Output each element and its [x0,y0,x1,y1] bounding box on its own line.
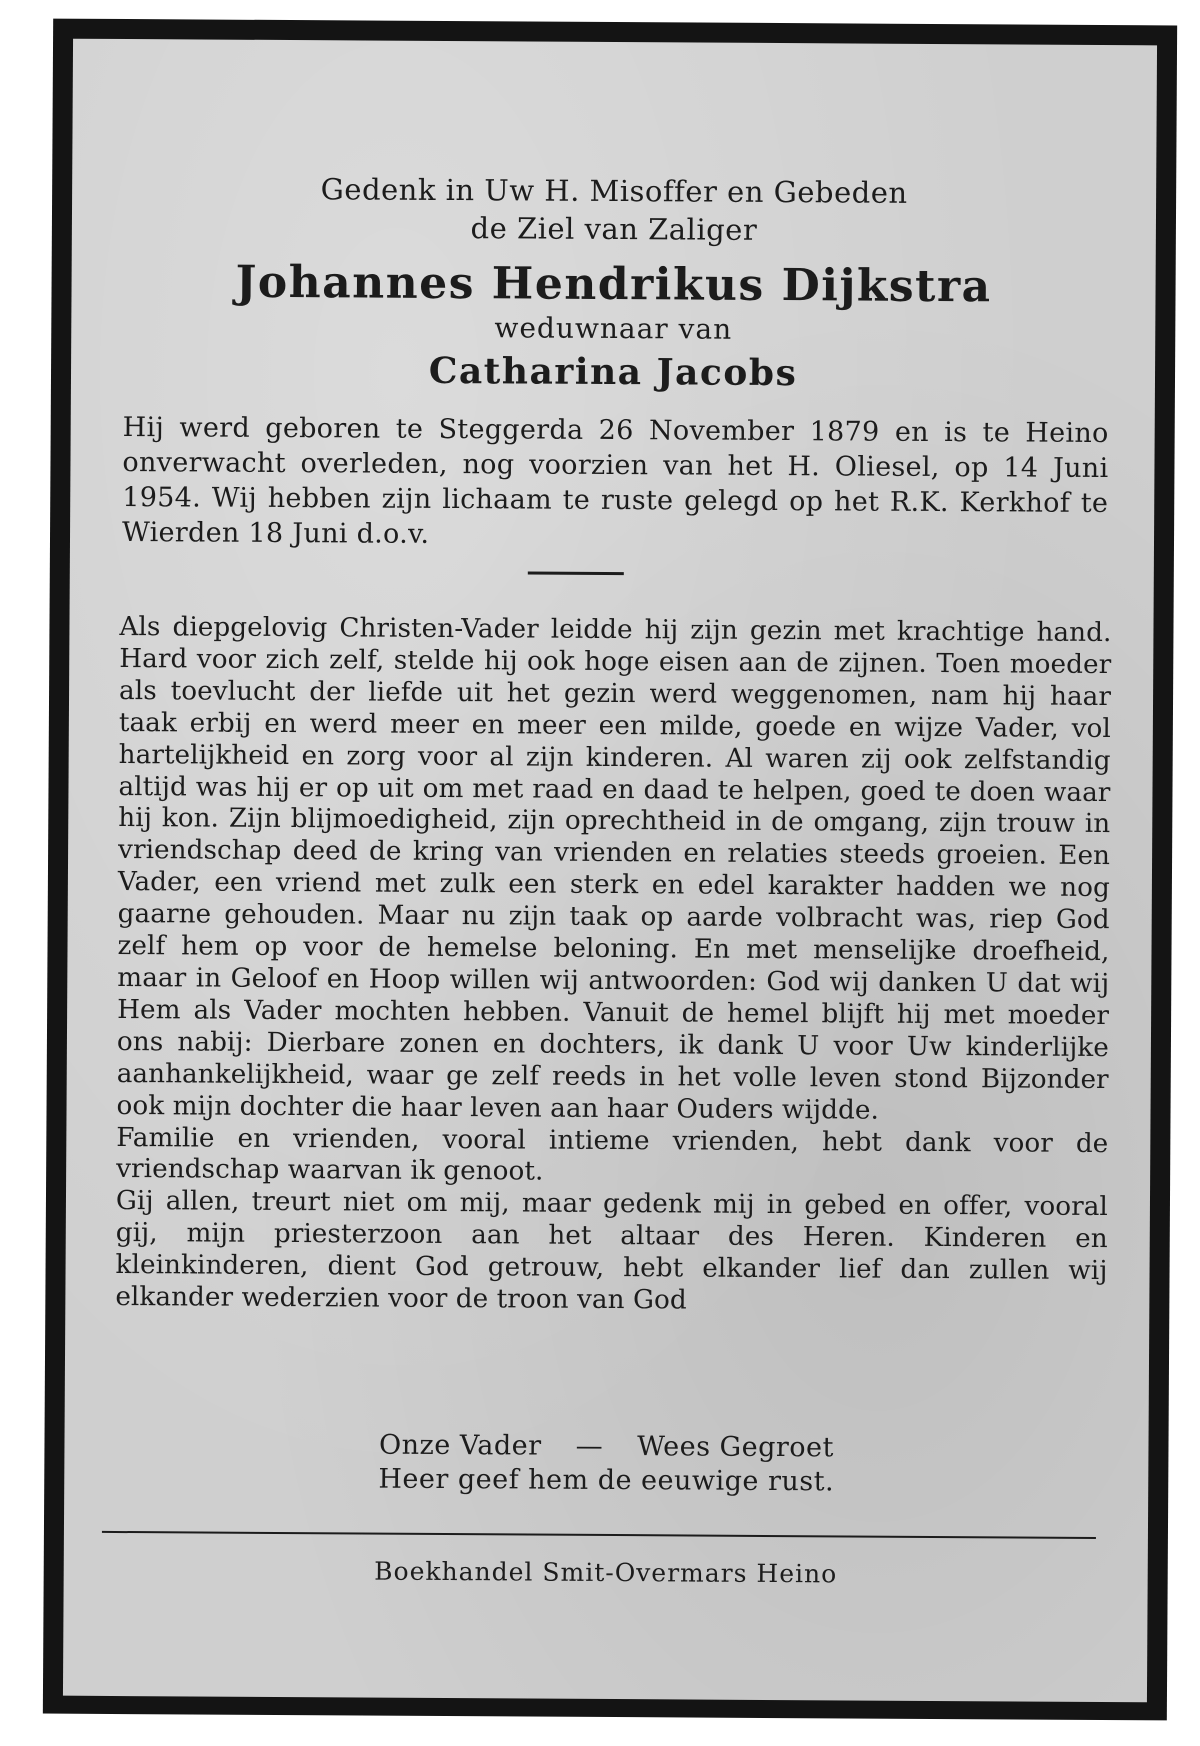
spouse-name: Catharina Jacobs [428,349,798,395]
tribute-paragraph: Als diepgelovig Christen-Vader leidde hij zijn gezin met krachtige hand. Hard voor zich zelf, stelde hij ook hoge eisen aan de zijnen. Toen moeder als toevlucht der liefde uit het gezin werd weggenomen, nam hij haar taak erbij en werd meer en meer een milde, goede en wijze Vader, vol hartelijkheid en zorg voor al zijn kinderen. Al waren zij ook zelfstandig altijd was hij er op uit om met raad en daad te helpen, goed te doen waar hij kon. Zijn blijmoedigheid, zijn oprechtheid in de omgang, zijn trouw in vriendschap deed de kring van vrienden en relaties steeds groeien. Een Vader, een vriend met zulk een sterk en edel karakter hadden we nog gaarne gehouden. Maar nu zijn taak op aarde volbracht was, riep God zelf hem op voor de hemelse beloning. En met menselijke droefheid, maar in Geloof en Hoop willen wij antwoorden: God wij danken U dat wij Hem als Vader mochten hebben. Vanuit de hemel blijft hij met moeder ons nabij: Dierbare zonen en dochters, ik dank U voor Uw kinderlijke aanhankelijkheid, waar ge zelf reeds in het volle leven stond Bijzonder ook mijn dochter die haar leven aan haar Ouders wijdde. [116,611,1112,1126]
tribute-paragraph: Familie en vrienden, vooral intieme vrienden, hebt dank voor de vriendschap waarvan ik genoot. [116,1122,1109,1188]
card-header [71,169,1156,400]
intro-line-1: Gedenk in Uw H. Misoffer en Gebeden [320,172,908,210]
short-divider [528,571,624,575]
publisher-imprint: Boekhandel Smit-Overmars Heino [374,1556,838,1589]
intro-line-2: de Ziel van Zaliger [470,211,758,247]
long-divider [102,1531,1096,1539]
tribute-text [115,612,1111,1320]
closing-line: Heer geef hem de eeuwige rust. [378,1463,835,1498]
biography-text: Hij werd geboren te Steggerda 26 November 1879 en is te Heino onverwacht overleden, nog voorzien van het H. Oliesel, op 14 Juni 1954. Wij hebben zijn lichaam te ruste gelegd op het R.K. Kerkhof te Wierden 18 Juni d.o.v. [121,412,1109,550]
deceased-name: Johannes Hendrikus Dijkstra [235,256,992,313]
prayer-wees-gegroet: Wees Gegroet [637,1431,835,1464]
relation-text: weduwnaar van [494,311,733,346]
tribute-paragraph: Gij allen, treurt niet om mij, maar gedenk mij in gebed en offer, vooral gij, mijn priesterzoon aan het altaar des Heren. Kinderen en kleinkinderen, dient God getrouw, hebt elkander lief dan zullen wij elkander wederzien voor de troon van God [115,1186,1109,1316]
memorial-card [43,19,1177,1721]
card-paper [63,39,1157,1703]
prayer-separator: — [575,1430,604,1462]
prayer-onze-vader: Onze Vader [378,1429,542,1462]
prayers-block [64,1427,1148,1502]
